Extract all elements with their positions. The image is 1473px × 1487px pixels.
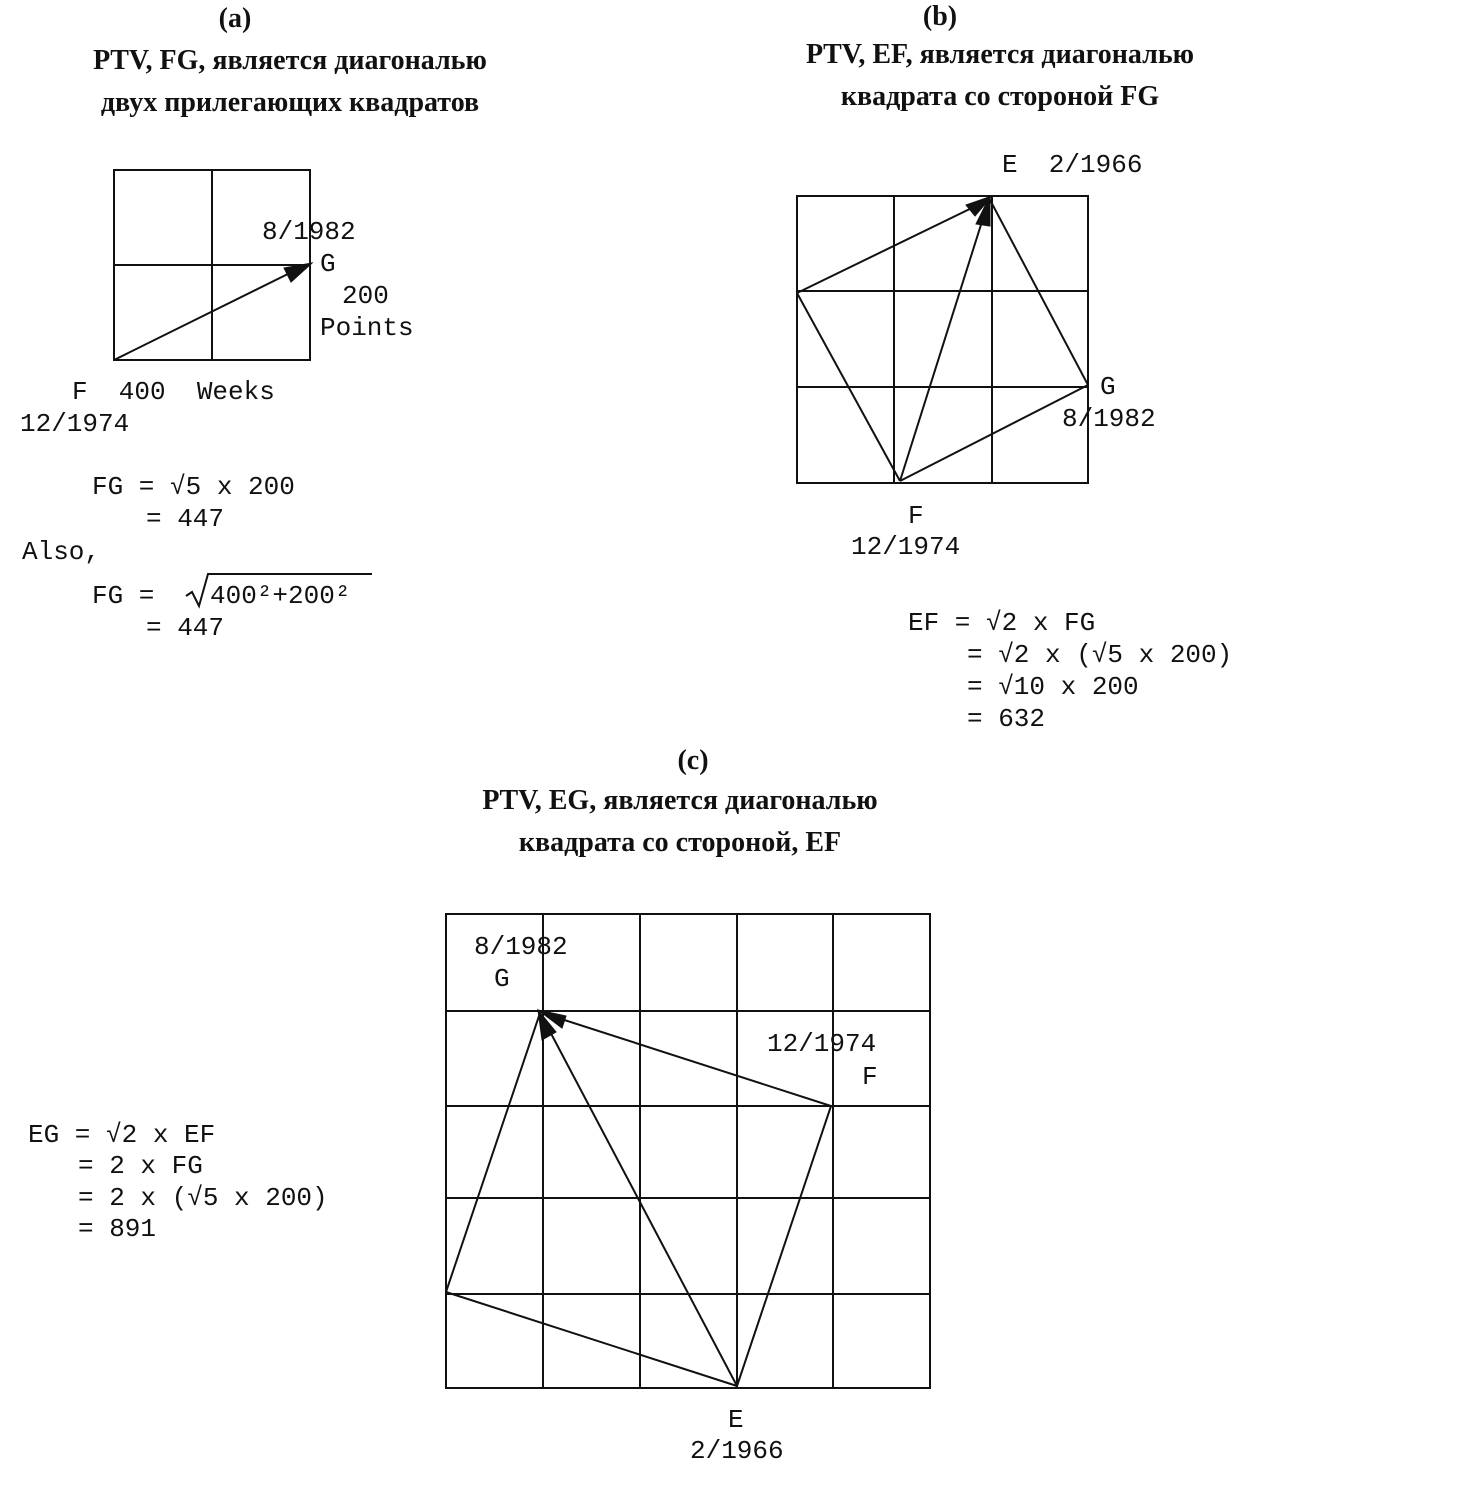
panel-c-edge-left-e (446, 1292, 737, 1386)
panel-c-label-e-date: 2/1966 (690, 1436, 784, 1466)
panel-c-edge-ef (737, 1106, 831, 1386)
panel-c-grid-frame (446, 914, 930, 1388)
panel-a-label-points-value: 200 (342, 281, 389, 311)
panel-b-label-e: E 2/1966 (1002, 150, 1143, 180)
panel-c-label-g-date: 8/1982 (474, 932, 568, 962)
panel-b-letter: (b) (922, 1, 958, 32)
panel-c-label-f-date: 12/1974 (767, 1029, 877, 1059)
panel-c-edge-g-left (446, 1013, 540, 1292)
panel-b-label-g-date: 8/1982 (1062, 404, 1156, 434)
panel-c-title-line2: квадрата со стороной, EF (518, 827, 842, 858)
panel-a-eq1-line2: = 447 (146, 504, 225, 534)
panel-c-eq-line3: = 2 x (√5 x 200) (78, 1183, 328, 1213)
panel-c-letter: (c) (677, 745, 709, 776)
panel-a-label-f-date: 12/1974 (20, 409, 130, 439)
panel-b-eq-line3: = √10 x 200 (967, 672, 1139, 702)
panel-c-vector-eg (546, 1024, 737, 1386)
panel-b-eq-line1: EF = √2 x FG (908, 608, 1096, 638)
panel-a-label-g: G (320, 249, 336, 279)
panel-b-label-f-date: 12/1974 (851, 532, 961, 562)
panel-c-eq-line1: EG = √2 x EF (28, 1120, 216, 1150)
panel-c-eq-line2: = 2 x FG (78, 1151, 203, 1181)
panel-b-title-line1: PTV, EF, является диагональю (805, 39, 1195, 70)
panel-a-eq2-radicand: 400²+200² (210, 581, 351, 611)
panel-c-label-e: E (728, 1405, 744, 1435)
panel-a-also: Also, (22, 537, 101, 567)
panel-b-label-f: F (908, 501, 924, 531)
panel-a-title-line2: двух прилегающих квадратов (100, 87, 480, 118)
panel-c-eq-line4: = 891 (78, 1214, 157, 1244)
panel-b-eq-line2: = √2 x (√5 x 200) (967, 640, 1233, 670)
panel-a-eq2-lhs: FG = (92, 581, 155, 611)
panel-a-letter: (a) (218, 3, 252, 34)
panel-a-eq2-line2: = 447 (146, 613, 225, 643)
panel-b-title-line2: квадрата со стороной FG (840, 81, 1160, 112)
panel-b-label-g: G (1100, 372, 1116, 402)
panel-a-label-points: Points (320, 313, 414, 343)
panel-b-eq-line4: = 632 (967, 704, 1046, 734)
panel-a-title-line1: PTV, FG, является диагональю (93, 45, 487, 76)
panel-a-label-f-weeks: F 400 Weeks (72, 377, 275, 407)
panel-c-label-f: F (862, 1062, 878, 1092)
panel-c-title-line1: PTV, EG, является диагональю (482, 785, 878, 816)
panel-a-eq1-line1: FG = √5 x 200 (92, 472, 295, 502)
panel-c-label-g: G (494, 964, 510, 994)
panel-a-label-g-date: 8/1982 (262, 217, 356, 247)
